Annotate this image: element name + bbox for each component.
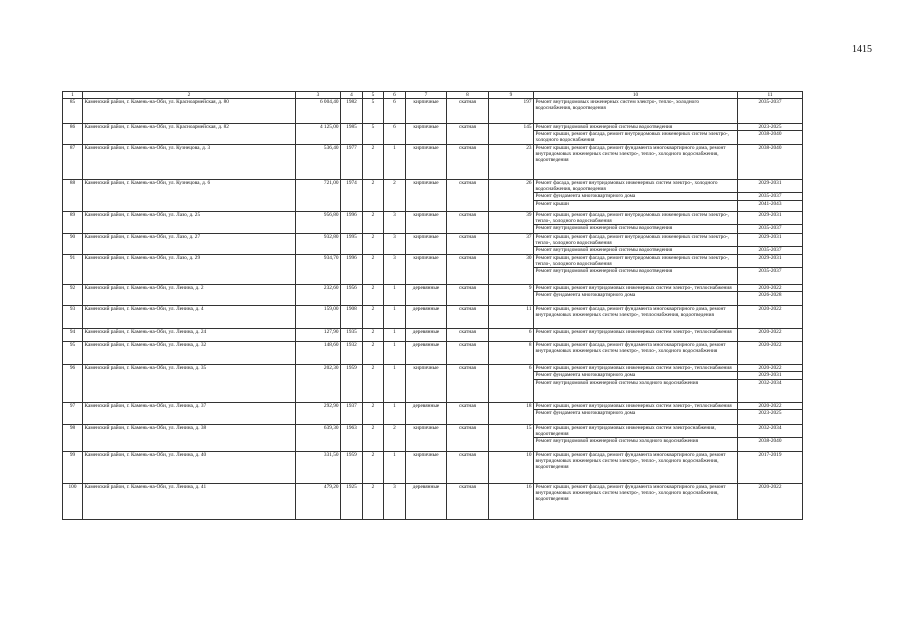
work-period: 2023-2025: [758, 124, 782, 130]
period-cell: [738, 403, 803, 425]
works-cell: [534, 234, 738, 255]
column-header: 8: [447, 92, 489, 99]
row-number: 90: [63, 234, 83, 255]
table-row: [63, 212, 803, 234]
roof-cell: скатная: [447, 124, 489, 145]
floors-cell: 2: [363, 452, 384, 484]
column-header: 3: [296, 92, 341, 99]
entrances-cell: 1: [384, 403, 406, 425]
year-cell: 1956: [341, 285, 363, 306]
table-row: [63, 255, 803, 285]
column-header: 11: [738, 92, 803, 99]
year-cell: 1935: [341, 329, 363, 342]
entrances-cell: 1: [384, 329, 406, 342]
works-cell: [534, 425, 738, 452]
roof-cell: скатная: [447, 234, 489, 255]
work-description: Ремонт внутридомовой инженерной системы водоотведения: [534, 224, 737, 232]
works-cell: [534, 342, 738, 365]
row-number: 88: [63, 180, 83, 212]
table-row: [63, 484, 803, 520]
floors-cell: 2: [363, 234, 384, 255]
works-cell: [534, 99, 738, 124]
floors-cell: 2: [363, 342, 384, 365]
year-cell: 1959: [341, 365, 363, 403]
work-description: Ремонт крыши, ремонт фасада, ремонт внутридомовых инженерных систем электро-, холодного водоснабжения: [534, 130, 737, 144]
period-cell: [738, 145, 803, 180]
column-header: 6: [384, 92, 406, 99]
page-number: 1415: [852, 44, 872, 55]
floors-cell: 2: [363, 484, 384, 520]
work-period: 2029-2031: [738, 371, 802, 379]
entrances-cell: 1: [384, 365, 406, 403]
floors-cell: 2: [363, 329, 384, 342]
work-period: 2035-2037: [738, 246, 802, 254]
works-cell: [534, 285, 738, 306]
roof-cell: скатная: [447, 365, 489, 403]
roof-cell: скатная: [447, 425, 489, 452]
roof-cell: скатная: [447, 403, 489, 425]
work-description: Ремонт фундамента многоквартирного дома: [534, 291, 737, 299]
address-cell: Каменский район, г. Камень-на-Оби, ул. Кузнецова, д. 6: [83, 180, 296, 212]
work-description: Ремонт крыши, ремонт фасада, ремонт фундамента многоквартирного дома, ремонт внутридомовых инженерных систем электро-, тепло-, холодного водоснабжения, водоотведения: [535, 484, 726, 503]
works-cell: [534, 484, 738, 520]
works-cell: [534, 124, 738, 145]
table-row: [63, 234, 803, 255]
column-number-header: [63, 92, 803, 99]
entrances-cell: 2: [384, 180, 406, 212]
entrances-cell: 6: [384, 124, 406, 145]
work-period: 2029-2031: [758, 212, 782, 218]
work-period: 2029-2031: [758, 180, 782, 186]
work-description: Ремонт внутридомовой инженерной системы водоотведения: [535, 124, 673, 130]
period-cell: [738, 212, 803, 234]
work-description: Ремонт внутридомовых инженерных систем электро-, тепло-, холодного водоснабжения, водоотведения: [535, 99, 700, 112]
area-cell: 202,30: [296, 365, 341, 403]
residents-cell: 15: [489, 425, 534, 452]
year-cell: 1932: [341, 342, 363, 365]
year-cell: 1995: [341, 234, 363, 255]
period-cell: [738, 124, 803, 145]
row-number: 92: [63, 285, 83, 306]
work-period: 2023-2025: [738, 409, 802, 417]
row-number: 85: [63, 99, 83, 124]
walls-cell: деревянные: [406, 306, 447, 329]
works-cell: [534, 403, 738, 425]
area-cell: 721,00: [296, 180, 341, 212]
residents-cell: 197: [489, 99, 534, 124]
works-cell: [534, 452, 738, 484]
year-cell: 1996: [341, 255, 363, 285]
year-cell: 1925: [341, 484, 363, 520]
residents-cell: 9: [489, 285, 534, 306]
address-cell: Каменский район, г. Камень-на-Оби, ул. Лазо, д. 29: [83, 255, 296, 285]
residents-cell: 11: [489, 306, 534, 329]
floors-cell: 2: [363, 425, 384, 452]
work-description: Ремонт крыши, ремонт фасада, ремонт фундамента многоквартирного дома, ремонт внутридомовых инженерных систем электро-, тепло-, холодного водоснабжения, водоотведения: [535, 452, 726, 471]
floors-cell: 2: [363, 180, 384, 212]
works-cell: [534, 255, 738, 285]
address-cell: Каменский район, г. Камень-на-Оби, ул. Лазо, д. 25: [83, 212, 296, 234]
column-header: 7: [406, 92, 447, 99]
table-row: [63, 403, 803, 425]
work-period: 2035-2037: [738, 192, 802, 200]
walls-cell: деревянные: [406, 403, 447, 425]
area-cell: 159,00: [296, 306, 341, 329]
table-row: [63, 425, 803, 452]
work-description: Ремонт крыши, ремонт фасада, ремонт внутридомовых инженерных систем электро-, тепло-, холодного водоснабжения: [535, 255, 729, 268]
roof-cell: скатная: [447, 255, 489, 285]
work-period: 2038-2040: [758, 145, 782, 151]
walls-cell: деревянные: [406, 484, 447, 520]
work-period: 2032-2034: [738, 379, 802, 387]
year-cell: 1982: [341, 99, 363, 124]
work-description: Ремонт крыши, ремонт внутридомовых инженерных систем электро-, теплоснабжения: [535, 285, 732, 291]
address-cell: Каменский район, г. Камень-на-Оби, ул. Ленина, д. 24: [83, 329, 296, 342]
address-cell: Каменский район, г. Камень-на-Оби, ул. Ленина, д. 35: [83, 365, 296, 403]
address-cell: Каменский район, г. Камень-на-Оби, ул. Ленина, д. 4: [83, 306, 296, 329]
housing-program-table: [62, 91, 803, 520]
roof-cell: скатная: [447, 180, 489, 212]
entrances-cell: 3: [384, 212, 406, 234]
entrances-cell: 1: [384, 285, 406, 306]
works-cell: [534, 365, 738, 403]
work-description: Ремонт крыши, ремонт внутридомовых инженерных систем электро-, теплоснабжения: [535, 403, 732, 409]
area-cell: 127,90: [296, 329, 341, 342]
area-cell: 292,90: [296, 403, 341, 425]
residents-cell: 39: [489, 212, 534, 234]
works-cell: [534, 145, 738, 180]
period-cell: [738, 342, 803, 365]
year-cell: 1959: [341, 452, 363, 484]
area-cell: 6 004,40: [296, 99, 341, 124]
residents-cell: 6: [489, 329, 534, 342]
area-cell: 331,50: [296, 452, 341, 484]
works-cell: [534, 329, 738, 342]
table-row: [63, 329, 803, 342]
entrances-cell: 1: [384, 452, 406, 484]
entrances-cell: 6: [384, 99, 406, 124]
walls-cell: кирпичные: [406, 212, 447, 234]
row-number: 87: [63, 145, 83, 180]
entrances-cell: 1: [384, 342, 406, 365]
roof-cell: скатная: [447, 484, 489, 520]
table-row: [63, 452, 803, 484]
floors-cell: 2: [363, 145, 384, 180]
period-cell: [738, 234, 803, 255]
row-number: 97: [63, 403, 83, 425]
column-header: 1: [63, 92, 83, 99]
floors-cell: 2: [363, 306, 384, 329]
address-cell: Каменский район, г. Камень-на-Оби, ул. Красноармейская, д. 82: [83, 124, 296, 145]
table-row: [63, 124, 803, 145]
residents-cell: 37: [489, 234, 534, 255]
year-cell: 1908: [341, 306, 363, 329]
work-description: Ремонт крыши, ремонт фасада, ремонт внутридомовых инженерных систем электро-, тепло-, холодного водоснабжения: [535, 234, 729, 247]
period-cell: [738, 329, 803, 342]
walls-cell: деревянные: [406, 285, 447, 306]
residents-cell: 8: [489, 342, 534, 365]
area-cell: 479,20: [296, 484, 341, 520]
residents-cell: 26: [489, 180, 534, 212]
work-description: Ремонт крыши, ремонт внутридомовых инженерных систем электро-, теплоснабжения: [535, 365, 732, 371]
address-cell: Каменский район, г. Камень-на-Оби, ул. Кузнецова, д. 3: [83, 145, 296, 180]
work-description: Ремонт внутридомовой инженерной системы водоотведения: [534, 246, 737, 254]
row-number: 89: [63, 212, 83, 234]
work-period: 2020-2022: [758, 306, 782, 312]
walls-cell: деревянные: [406, 342, 447, 365]
work-period: 2032-2034: [758, 425, 782, 431]
walls-cell: кирпичные: [406, 124, 447, 145]
table-row: [63, 145, 803, 180]
works-cell: [534, 180, 738, 212]
work-description: Ремонт крыши: [534, 200, 737, 208]
entrances-cell: 3: [384, 255, 406, 285]
entrances-cell: 3: [384, 484, 406, 520]
work-period: 2035-2037: [738, 224, 802, 232]
period-cell: [738, 255, 803, 285]
residents-cell: 30: [489, 255, 534, 285]
year-cell: 1985: [341, 124, 363, 145]
area-cell: 639,30: [296, 425, 341, 452]
work-period: 2038-2040: [738, 437, 802, 445]
period-cell: [738, 484, 803, 520]
period-cell: [738, 285, 803, 306]
address-cell: Каменский район, г. Камень-на-Оби, ул. Ленина, д. 41: [83, 484, 296, 520]
table-row: [63, 99, 803, 124]
floors-cell: 5: [363, 124, 384, 145]
work-description: Ремонт внутридомовой инженерной системы холодного водоснабжения: [534, 437, 737, 445]
year-cell: 1937: [341, 403, 363, 425]
work-period: 2020-2022: [758, 365, 782, 371]
column-header: 4: [341, 92, 363, 99]
work-description: Ремонт крыши, ремонт фасада, ремонт внутридомовых инженерных систем электро-, тепло-, холодного водоснабжения: [535, 212, 729, 225]
residents-cell: 18: [489, 403, 534, 425]
work-description: Ремонт крыши, ремонт фасада, ремонт фундамента многоквартирного дома, ремонт внутридомовых инженерных систем электро-, теплоснабжения, водоотведения: [535, 306, 726, 319]
work-period: 2026-2028: [738, 291, 802, 299]
area-cell: 148,60: [296, 342, 341, 365]
column-header: 2: [83, 92, 296, 99]
work-description: Ремонт внутридомовой инженерной системы водоотведения: [534, 267, 737, 275]
walls-cell: кирпичные: [406, 99, 447, 124]
work-period: 2035-2037: [738, 267, 802, 275]
table-row: [63, 342, 803, 365]
address-cell: Каменский район, г. Камень-на-Оби, ул. Ленина, д. 38: [83, 425, 296, 452]
row-number: 96: [63, 365, 83, 403]
row-number: 91: [63, 255, 83, 285]
work-description: Ремонт крыши, ремонт фасада, ремонт фундамента многоквартирного дома, ремонт внутридомовых инженерных систем электро-, тепло-, холодного водоснабжения: [535, 342, 726, 355]
walls-cell: кирпичные: [406, 180, 447, 212]
floors-cell: 2: [363, 255, 384, 285]
walls-cell: кирпичные: [406, 255, 447, 285]
row-number: 86: [63, 124, 83, 145]
walls-cell: деревянные: [406, 329, 447, 342]
work-period: 2020-2022: [758, 403, 782, 409]
period-cell: [738, 306, 803, 329]
entrances-cell: 3: [384, 234, 406, 255]
entrances-cell: 1: [384, 306, 406, 329]
floors-cell: 5: [363, 99, 384, 124]
walls-cell: кирпичные: [406, 365, 447, 403]
area-cell: 536,40: [296, 145, 341, 180]
address-cell: Каменский район, г. Камень-на-Оби, ул. Ленина, д. 2: [83, 285, 296, 306]
residents-cell: 10: [489, 452, 534, 484]
entrances-cell: 1: [384, 145, 406, 180]
period-cell: [738, 452, 803, 484]
work-description: Ремонт фасада, ремонт внутридомовых инженерных систем электро-, холодного водоснабжения, водоотведения: [535, 180, 718, 193]
entrances-cell: 2: [384, 425, 406, 452]
year-cell: 1977: [341, 145, 363, 180]
roof-cell: скатная: [447, 342, 489, 365]
works-cell: [534, 306, 738, 329]
roof-cell: скатная: [447, 285, 489, 306]
work-period: 2020-2022: [758, 285, 782, 291]
year-cell: 1963: [341, 425, 363, 452]
residents-cell: 145: [489, 124, 534, 145]
work-period: 2038-2040: [738, 130, 802, 144]
roof-cell: скатная: [447, 145, 489, 180]
work-period: 2020-2022: [758, 342, 782, 348]
walls-cell: кирпичные: [406, 425, 447, 452]
column-header: 10: [534, 92, 738, 99]
work-period: 2041-2043: [738, 200, 802, 208]
floors-cell: 2: [363, 285, 384, 306]
row-number: 100: [63, 484, 83, 520]
work-period: 2029-2031: [758, 255, 782, 261]
column-header: 5: [363, 92, 384, 99]
year-cell: 1996: [341, 212, 363, 234]
walls-cell: кирпичные: [406, 234, 447, 255]
address-cell: Каменский район, г. Камень-на-Оби, ул. Ленина, д. 37: [83, 403, 296, 425]
table-row: [63, 306, 803, 329]
work-description: Ремонт внутридомовой инженерной системы холодного водоснабжения: [534, 379, 737, 387]
work-description: Ремонт фундамента многоквартирного дома: [534, 192, 737, 200]
walls-cell: кирпичные: [406, 145, 447, 180]
row-number: 99: [63, 452, 83, 484]
table-row: [63, 285, 803, 306]
floors-cell: 2: [363, 403, 384, 425]
area-cell: 956,80: [296, 212, 341, 234]
row-number: 98: [63, 425, 83, 452]
work-description: Ремонт крыши, ремонт внутридомовых инженерных систем электро-, теплоснабжения: [535, 329, 732, 335]
area-cell: 232,60: [296, 285, 341, 306]
address-cell: Каменский район, г. Камень-на-Оби, ул. Лазо, д. 27: [83, 234, 296, 255]
residents-cell: 6: [489, 365, 534, 403]
address-cell: Каменский район, г. Камень-на-Оби, ул. Ленина, д. 32: [83, 342, 296, 365]
address-cell: Каменский район, г. Камень-на-Оби, ул. Ленина, д. 40: [83, 452, 296, 484]
table-row: [63, 365, 803, 403]
floors-cell: 2: [363, 365, 384, 403]
residents-cell: 23: [489, 145, 534, 180]
work-period: 2020-2022: [758, 484, 782, 490]
work-period: 2017-2019: [758, 452, 782, 458]
roof-cell: скатная: [447, 452, 489, 484]
floors-cell: 2: [363, 212, 384, 234]
roof-cell: скатная: [447, 329, 489, 342]
work-description: Ремонт крыши, ремонт внутридомовых инженерных систем электроснабжения, водоотведения: [535, 425, 716, 438]
roof-cell: скатная: [447, 212, 489, 234]
roof-cell: скатная: [447, 306, 489, 329]
column-header: 9: [489, 92, 534, 99]
residents-cell: 16: [489, 484, 534, 520]
work-period: 2020-2022: [758, 329, 782, 335]
period-cell: [738, 99, 803, 124]
walls-cell: кирпичные: [406, 452, 447, 484]
address-cell: Каменский район, г. Камень-на-Оби, ул. Красноармейская, д. 80: [83, 99, 296, 124]
roof-cell: скатная: [447, 99, 489, 124]
year-cell: 1974: [341, 180, 363, 212]
area-cell: 932,80: [296, 234, 341, 255]
row-number: 94: [63, 329, 83, 342]
area-cell: 4 125,00: [296, 124, 341, 145]
area-cell: 934,70: [296, 255, 341, 285]
work-period: 2029-2031: [758, 234, 782, 240]
work-description: Ремонт фундамента многоквартирного дома: [534, 409, 737, 417]
table-row: [63, 180, 803, 212]
works-cell: [534, 212, 738, 234]
period-cell: [738, 365, 803, 403]
period-cell: [738, 180, 803, 212]
row-number: 93: [63, 306, 83, 329]
work-description: Ремонт крыши, ремонт фасада, ремонт фундамента многоквартирного дома, ремонт внутридомовых инженерных систем электро-, тепло-, холодного водоснабжения, водоотведения: [535, 145, 726, 164]
row-number: 95: [63, 342, 83, 365]
period-cell: [738, 425, 803, 452]
work-description: Ремонт фундамента многоквартирного дома: [534, 371, 737, 379]
work-period: 2035-2037: [758, 99, 782, 105]
